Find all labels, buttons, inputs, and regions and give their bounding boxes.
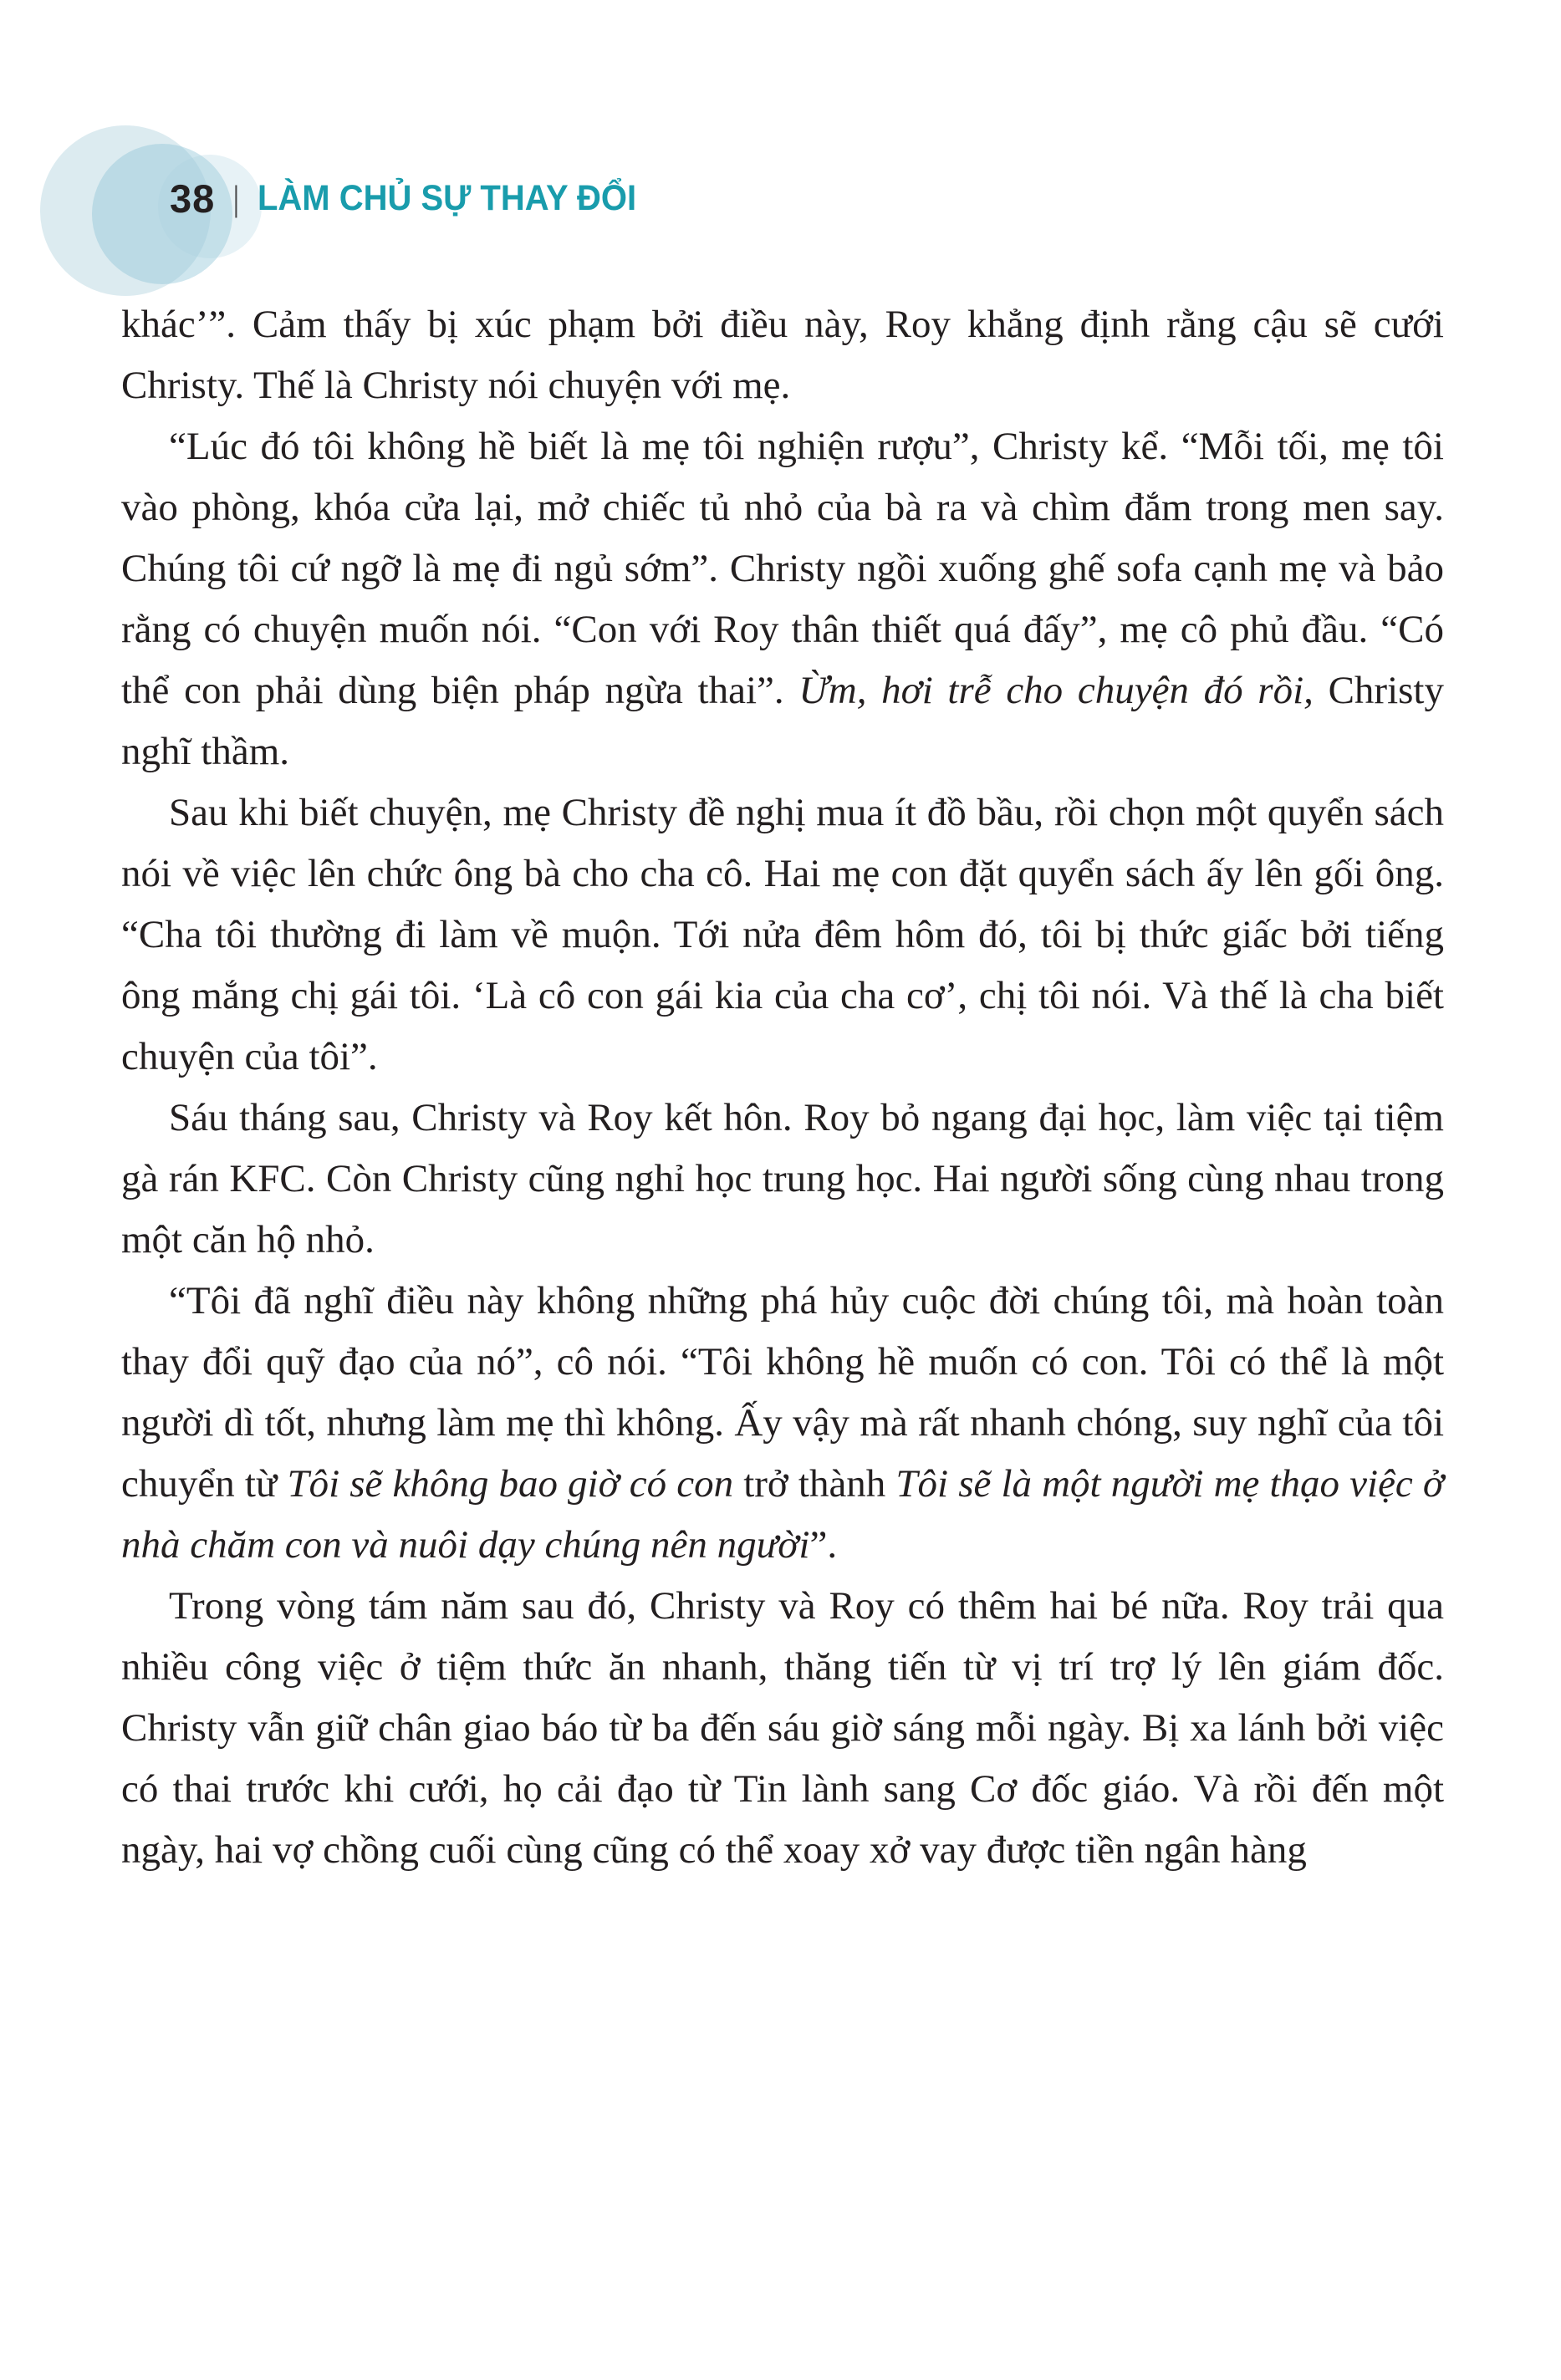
- text-run: Christy nghĩ thầm.: [121, 669, 1444, 773]
- paragraph: [121, 1271, 1444, 1576]
- text-run: “Tôi đã nghĩ điều này không những phá hủy cuộc đời chúng tôi, mà hoàn toàn thay đổi quỹ đạo của nó”, cô nói. “Tôi không hề muốn có con. Tôi có thể là một người dì tốt, nhưng làm mẹ thì không. Ấy vậy mà rất nhanh chóng, suy nghĩ của tôi chuyển từ: [121, 1279, 1444, 1506]
- text-run-italic: Tôi sẽ là một người mẹ thạo việc ở nhà chăm con và nuôi dạy chúng nên người: [121, 1462, 1444, 1567]
- text-run: trở thành: [733, 1462, 896, 1506]
- text-run: khác’”. Cảm thấy bị xúc phạm bởi điều này, Roy khẳng định rằng cậu sẽ cưới Christy. Thế là Christy nói chuyện với mẹ.: [121, 303, 1444, 407]
- paragraph: [121, 294, 1444, 416]
- page-number: 38: [170, 176, 216, 221]
- text-run-italic: Tôi sẽ không bao giờ có con: [287, 1462, 734, 1506]
- text-run-italic: Ừm, hơi trễ cho chuyện đó rồi,: [798, 669, 1314, 712]
- text-run: ”.: [809, 1523, 838, 1567]
- header-divider: |: [233, 178, 240, 218]
- paragraph: [121, 1576, 1444, 1881]
- chapter-title: LÀM CHỦ SỰ THAY ĐỔI: [258, 178, 637, 218]
- paragraph: [121, 416, 1444, 782]
- text-run: Sáu tháng sau, Christy và Roy kết hôn. Roy bỏ ngang đại học, làm việc tại tiệm gà rán KFC. Còn Christy cũng nghỉ học trung học. Hai người sống cùng nhau trong một căn hộ nhỏ.: [121, 1096, 1444, 1261]
- page-header: [170, 176, 665, 222]
- text-run: “Lúc đó tôi không hề biết là mẹ tôi nghiện rượu”, Christy kể. “Mỗi tối, mẹ tôi vào phòng, khóa cửa lại, mở chiếc tủ nhỏ của bà ra và chìm đắm trong men say. Chúng tôi cứ ngỡ là mẹ đi ngủ sớm”. Christy ngồi xuống ghế sofa cạnh mẹ và bảo rằng có chuyện muốn nói. “Con với Roy thân thiết quá đấy”, mẹ cô phủ đầu. “Có thể con phải dùng biện pháp ngừa thai”.: [121, 425, 1444, 712]
- paragraph: [121, 1088, 1444, 1271]
- text-run: Sau khi biết chuyện, mẹ Christy đề nghị mua ít đồ bầu, rồi chọn một quyển sách nói về việc lên chức ông bà cho cha cô. Hai mẹ con đặt quyển sách ấy lên gối ông. “Cha tôi thường đi làm về muộn. Tới nửa đêm hôm đó, tôi bị thức giấc bởi tiếng ông mắng chị gái tôi. ‘Là cô con gái kia của cha cơ’, chị tôi nói. Và thế là cha biết chuyện của tôi”.: [121, 791, 1444, 1078]
- body-text: [121, 294, 1444, 1881]
- paragraph: [121, 782, 1444, 1088]
- text-run: Trong vòng tám năm sau đó, Christy và Roy có thêm hai bé nữa. Roy trải qua nhiều công việc ở tiệm thức ăn nhanh, thăng tiến từ vị trí trợ lý lên giám đốc. Christy vẫn giữ chân giao báo từ ba đến sáu giờ sáng mỗi ngày. Bị xa lánh bởi việc có thai trước khi cưới, họ cải đạo từ Tin lành sang Cơ đốc giáo. Và rồi đến một ngày, hai vợ chồng cuối cùng cũng có thể xoay xở vay được tiền ngân hàng: [121, 1584, 1444, 1872]
